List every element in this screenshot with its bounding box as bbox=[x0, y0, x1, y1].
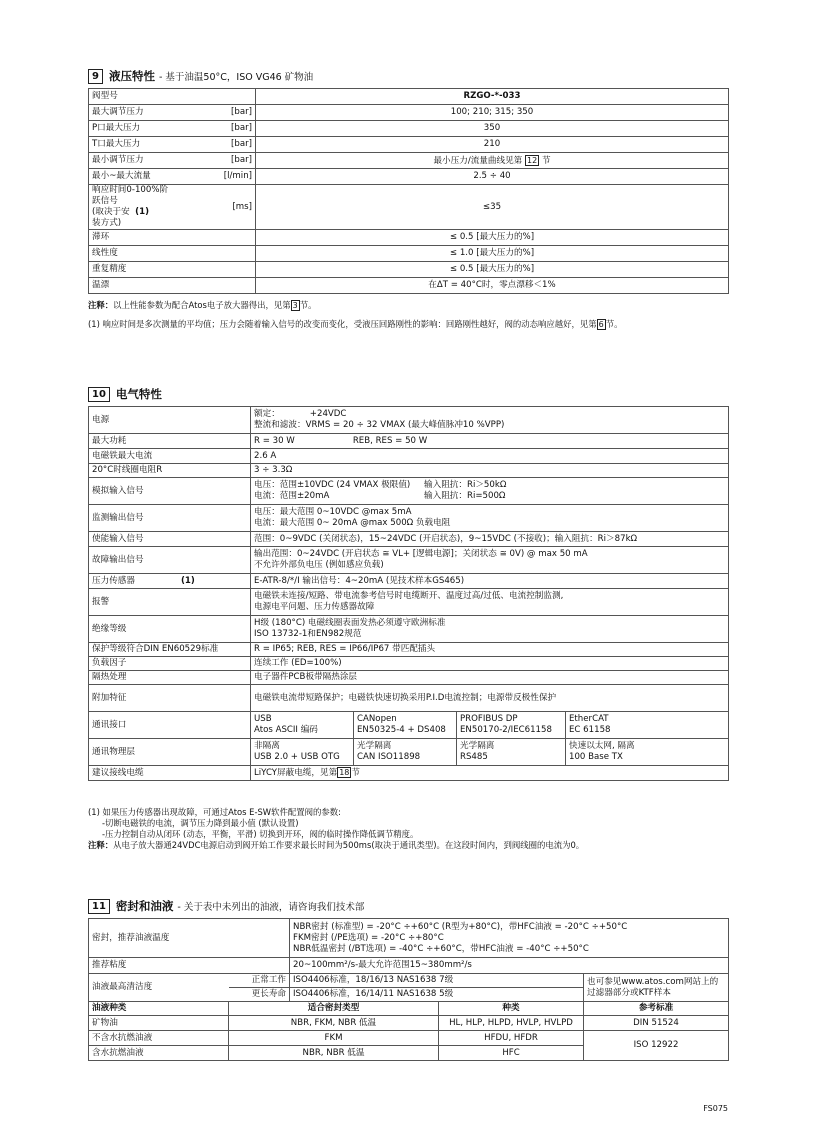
table-cell: [bar] bbox=[172, 105, 256, 121]
table-row bbox=[89, 449, 729, 464]
note-label: 注释： bbox=[88, 840, 114, 850]
cell-text: 电压：范围±10VDC (24 VMAX 极限值) bbox=[254, 480, 411, 490]
cell-text: H级 (180°C) 电磁线圈表面发热必须遵守欧洲标准 bbox=[254, 618, 446, 628]
table-cell bbox=[566, 739, 729, 766]
table-cell bbox=[251, 434, 729, 449]
table-row bbox=[89, 1031, 729, 1046]
section-10-heading bbox=[88, 386, 162, 402]
table-cell bbox=[566, 712, 729, 739]
section-ref: 18 bbox=[339, 768, 350, 777]
table-cell: 监测输出信号 bbox=[89, 505, 251, 532]
table-cell: 2.6 A bbox=[251, 449, 729, 464]
table-row bbox=[89, 89, 729, 105]
table-cell: 故障输出信号 bbox=[89, 547, 251, 574]
table-cell bbox=[251, 547, 729, 574]
table-cell: 通讯物理层 bbox=[89, 739, 251, 766]
table-cell bbox=[290, 919, 729, 958]
table-header: 油液种类 bbox=[89, 1002, 229, 1016]
cell-text: NBR密封 (标准型) = -20°C ÷+60°C (R型为+80°C)，带HFC油液 = -20°C ÷+50°C bbox=[293, 921, 628, 932]
cell-text: 电流：最大范围 0~ 20mA @max 500Ω 负载电阻 bbox=[254, 518, 451, 528]
cell-text: LiYCY屏蔽电缆，见第 bbox=[254, 768, 338, 778]
cell-text: 不允许外部负电压 (例如感应负载) bbox=[254, 560, 384, 570]
page-code: FS075 bbox=[703, 1104, 728, 1113]
table-cell: FKM bbox=[229, 1031, 439, 1046]
note-text: (1) 响应时间是多次测量的平均值；压力会随着输入信号的改变而变化，受液压回路刚性的影响：回路刚性越好，阀的动态响应越好，见第 bbox=[88, 319, 597, 329]
table-cell bbox=[172, 278, 256, 294]
table-row bbox=[89, 464, 729, 478]
cell-text: R = 30 W bbox=[254, 435, 295, 446]
table-cell: [bar] bbox=[172, 153, 256, 169]
table-cell: 20°C时线圈电阻R bbox=[89, 464, 251, 478]
table-row bbox=[89, 121, 729, 137]
section-ref: 6 bbox=[598, 320, 604, 329]
section-ref: 12 bbox=[527, 155, 538, 165]
cell-text: 输入阻抗：Ri＞50kΩ bbox=[424, 480, 507, 490]
table-cell: 线性度 bbox=[89, 246, 173, 262]
table-header: 种类 bbox=[439, 1002, 584, 1016]
note-text: -切断电磁铁的电流，调节压力降到最小值 (默认设置) bbox=[102, 818, 299, 828]
section-ref: 3 bbox=[292, 301, 298, 310]
table-cell: 报警 bbox=[89, 589, 251, 616]
table-cell: ≤35 bbox=[256, 185, 729, 230]
table-cell: NBR, NBR 低温 bbox=[229, 1046, 439, 1061]
table-row bbox=[89, 919, 729, 958]
table-cell: 在ΔT = 40°C时，零点漂移＜1% bbox=[256, 278, 729, 294]
table-row bbox=[89, 230, 729, 246]
table-cell bbox=[251, 712, 354, 739]
cell-text: 电磁铁未连接/短路、带电流参考信号时电缆断开、温度过高/过低、电流控制监测, bbox=[254, 591, 564, 601]
cell-text: 光学隔离 bbox=[460, 741, 495, 751]
section-title: 电气特性 bbox=[115, 387, 162, 401]
cell-text: (取决于安装方式) bbox=[92, 207, 130, 228]
table-cell bbox=[256, 153, 729, 169]
table-cell bbox=[251, 589, 729, 616]
section-subtitle: - 基于油温50°C，ISO VG46 矿物油 bbox=[158, 72, 314, 83]
table-cell: 含水抗燃油液 bbox=[89, 1046, 229, 1061]
cell-text: CAN ISO11898 bbox=[357, 752, 421, 762]
table-row bbox=[89, 246, 729, 262]
table-row bbox=[89, 153, 729, 169]
table-cell: [l/min] bbox=[172, 169, 256, 185]
table-cell: 不含水抗燃油液 bbox=[89, 1031, 229, 1046]
table-cell bbox=[251, 739, 354, 766]
cell-text: FKM密封 (/PE选项) = -20°C ÷+80°C bbox=[293, 932, 444, 943]
table-row bbox=[89, 657, 729, 671]
note-text: 以上性能参数为配合Atos电子放大器得出，见第 bbox=[113, 300, 291, 310]
table-cell: HFC bbox=[439, 1046, 584, 1061]
table-cell: P口最大压力 bbox=[89, 121, 173, 137]
table-cell bbox=[251, 616, 729, 643]
cell-text: EtherCAT bbox=[569, 714, 609, 724]
note-flag: (1) bbox=[180, 575, 195, 586]
section-title: 密封和油液 bbox=[115, 899, 174, 913]
table-cell bbox=[172, 230, 256, 246]
table-row bbox=[89, 712, 729, 739]
cell-text: 光学隔离 bbox=[357, 741, 392, 751]
section-11-heading bbox=[88, 898, 364, 914]
table-cell: ISO 12922 bbox=[584, 1031, 729, 1061]
table-cell: 通讯接口 bbox=[89, 712, 251, 739]
table-cell bbox=[354, 712, 457, 739]
cell-text: RS485 bbox=[460, 752, 488, 762]
cell-text: 快速以太网, 隔离 bbox=[569, 741, 635, 751]
table-cell: 20~100mm²/s-最大允许范围15~380mm²/s bbox=[290, 958, 729, 974]
table-cell: 3 ÷ 3.3Ω bbox=[251, 464, 729, 478]
table-cell: DIN 51524 bbox=[584, 1016, 729, 1031]
cell-text: NBR低温密封 (/BT选项) = -40°C ÷+60°C，带HFC油液 = -40°C ÷+50°C bbox=[293, 943, 589, 954]
cell-text: 响应时间0-100%阶跃信号 bbox=[92, 185, 169, 206]
table-row bbox=[89, 278, 729, 294]
table-cell: HL, HLP, HLPD, HVLP, HVLPD bbox=[439, 1016, 584, 1031]
table-cell: ISO4406标准，16/14/11 NAS1638 5级 bbox=[290, 988, 584, 1002]
table-row bbox=[89, 169, 729, 185]
section-number: 10 bbox=[88, 387, 110, 402]
table-row bbox=[89, 262, 729, 278]
table-cell: 使能输入信号 bbox=[89, 532, 251, 547]
cell-text: 压力传感器 bbox=[92, 575, 135, 586]
table-cell: 密封，推荐油液温度 bbox=[89, 919, 290, 958]
table-cell: [ms] bbox=[172, 185, 256, 230]
table-cell bbox=[457, 739, 566, 766]
table-row bbox=[89, 478, 729, 505]
table-row bbox=[89, 643, 729, 657]
table-cell: 滞环 bbox=[89, 230, 173, 246]
cell-text: 电压：最大范围 0~10VDC @max 5mA bbox=[254, 507, 412, 517]
section-number: 11 bbox=[88, 899, 110, 914]
table-cell: 更长寿命 bbox=[229, 988, 290, 1002]
cell-text: EN50170-2/IEC61158 bbox=[460, 725, 552, 735]
section-9-heading bbox=[88, 68, 313, 84]
table-row bbox=[89, 407, 729, 434]
table-row bbox=[89, 1016, 729, 1031]
table-cell: 隔热处理 bbox=[89, 671, 251, 685]
table-cell: HFDU, HFDR bbox=[439, 1031, 584, 1046]
cell-text: PROFIBUS DP bbox=[460, 714, 518, 724]
table-cell: 100; 210; 315; 350 bbox=[256, 105, 729, 121]
cell-text: 节 bbox=[541, 155, 551, 166]
table-cell: NBR, FKM, NBR 低温 bbox=[229, 1016, 439, 1031]
cell-text: EC 61158 bbox=[569, 725, 611, 735]
cell-text: USB bbox=[254, 714, 272, 724]
table-cell: 保护等级符合DIN EN60529标准 bbox=[89, 643, 251, 657]
hydraulic-table bbox=[88, 88, 729, 294]
table-cell: 附加特征 bbox=[89, 685, 251, 712]
table-row bbox=[89, 616, 729, 643]
table-cell: T口最大压力 bbox=[89, 137, 173, 153]
table-cell bbox=[251, 505, 729, 532]
table-row bbox=[89, 137, 729, 153]
table-row bbox=[89, 505, 729, 532]
table-cell: 推荐粘度 bbox=[89, 958, 290, 974]
cell-text: Atos ASCII 编码 bbox=[254, 725, 318, 735]
section-subtitle: - 关于表中未列出的油液，请咨询我们技术部 bbox=[177, 902, 365, 913]
table-row bbox=[89, 105, 729, 121]
cell-text: 输入阻抗：Ri=500Ω bbox=[424, 491, 506, 501]
table-row bbox=[89, 671, 729, 685]
cell-text: 节 bbox=[351, 768, 361, 778]
note-text: 从电子放大器通24VDC电源启动到阀开始工作要求最长时间为500ms(取决于通讯类型)。在这段时间内，到阀线圈的电流为0。 bbox=[113, 840, 585, 850]
cell-text: 非隔离 bbox=[254, 741, 280, 751]
note-text: 节。 bbox=[299, 300, 317, 310]
table-cell: 电源 bbox=[89, 407, 251, 434]
note-text: (1) 如果压力传感器出现故障，可通过Atos E-SW软件配置阀的参数: bbox=[88, 807, 341, 817]
table-cell: ≤ 0.5 [最大压力的%] bbox=[256, 230, 729, 246]
cell-text: 电源电平问题、压力传感器故障 bbox=[254, 602, 375, 612]
table-row bbox=[89, 589, 729, 616]
table-row bbox=[89, 574, 729, 589]
table-cell: 矿物油 bbox=[89, 1016, 229, 1031]
table-cell bbox=[172, 246, 256, 262]
table-cell: 350 bbox=[256, 121, 729, 137]
table-cell: E-ATR-8/*/I 输出信号：4~20mA (见技术样本GS465) bbox=[251, 574, 729, 589]
cell-text: 也可参见www.atos.com网站上的 bbox=[587, 976, 719, 987]
cell-text: 过滤器部分或KTF样本 bbox=[587, 987, 671, 998]
cell-text: EN50325-4 + DS408 bbox=[357, 725, 446, 735]
table-cell: [bar] bbox=[172, 121, 256, 137]
table-cell: 绝缘等级 bbox=[89, 616, 251, 643]
note-text: -压力控制自动从闭环 (动态，平衡，平滑) 切换到开环，阀的临时操作降低调节精度。 bbox=[102, 829, 419, 839]
table-row bbox=[89, 532, 729, 547]
cell-text: 额定： bbox=[254, 409, 280, 419]
table-row bbox=[89, 547, 729, 574]
table-cell: [bar] bbox=[172, 137, 256, 153]
table-cell: 最小~最大流量 bbox=[89, 169, 173, 185]
footnote bbox=[88, 300, 316, 311]
table-cell: ≤ 1.0 [最大压力的%] bbox=[256, 246, 729, 262]
cell-text: 最小压力/流量曲线见第 bbox=[433, 155, 523, 166]
table-row bbox=[89, 958, 729, 974]
table-cell: 正常工作 bbox=[229, 974, 290, 988]
table-row bbox=[89, 974, 729, 988]
table-cell: 模拟输入信号 bbox=[89, 478, 251, 505]
table-cell: 阀型号 bbox=[89, 89, 256, 105]
cell-text: 整流和滤波：VRMS = 20 ÷ 32 VMAX (最大峰值脉冲10 %VPP) bbox=[254, 420, 505, 430]
footnote bbox=[88, 807, 584, 851]
table-row bbox=[89, 739, 729, 766]
cell-text: CANopen bbox=[357, 714, 397, 724]
table-cell bbox=[584, 974, 729, 1002]
table-cell bbox=[457, 712, 566, 739]
electrical-table bbox=[88, 406, 729, 781]
table-cell: 连续工作 (ED=100%) bbox=[251, 657, 729, 671]
table-header: 适合密封类型 bbox=[229, 1002, 439, 1016]
table-cell: 温漂 bbox=[89, 278, 173, 294]
cell-text: USB 2.0 + USB OTG bbox=[254, 752, 340, 762]
table-cell: 油液最高清洁度 bbox=[89, 974, 229, 1002]
note-text: 节。 bbox=[605, 319, 623, 329]
table-cell bbox=[89, 574, 251, 589]
table-cell: 建议接线电缆 bbox=[89, 766, 251, 781]
table-row bbox=[89, 1002, 729, 1016]
table-cell: 最小调节压力 bbox=[89, 153, 173, 169]
table-cell: 电磁铁电流带短路保护；电磁铁快速切换采用P.I.D电流控制；电源带反极性保护 bbox=[251, 685, 729, 712]
cell-text: 100 Base TX bbox=[569, 752, 623, 762]
table-cell: ISO4406标准，18/16/13 NAS1638 7级 bbox=[290, 974, 584, 988]
note-label: 注释： bbox=[88, 300, 114, 310]
cell-text: 电流：范围±20mA bbox=[254, 491, 330, 501]
table-cell: ≤ 0.5 [最大压力的%] bbox=[256, 262, 729, 278]
table-cell bbox=[251, 766, 729, 781]
table-cell bbox=[251, 407, 729, 434]
table-cell: 重复精度 bbox=[89, 262, 173, 278]
section-number: 9 bbox=[88, 69, 103, 84]
cell-text: REB, RES = 50 W bbox=[352, 435, 428, 446]
table-cell: 电子器件PCB板带隔热涂层 bbox=[251, 671, 729, 685]
table-cell: 2.5 ÷ 40 bbox=[256, 169, 729, 185]
footnote bbox=[88, 319, 623, 330]
table-cell bbox=[251, 478, 729, 505]
seals-fluids-table bbox=[88, 918, 729, 1061]
table-cell: 范围：0~9VDC (关闭状态)，15~24VDC (开启状态)，9~15VDC (不接收)；输入阻抗：Ri＞87kΩ bbox=[251, 532, 729, 547]
table-cell: 电磁铁最大电流 bbox=[89, 449, 251, 464]
cell-text: 输出范围：0~24VDC (开启状态 ≅ VL+ [逻辑电源]；关闭状态 ≅ 0V) @ max 50 mA bbox=[254, 549, 588, 559]
table-cell: 负载因子 bbox=[89, 657, 251, 671]
table-cell bbox=[89, 185, 173, 230]
table-row bbox=[89, 685, 729, 712]
cell-text: ISO 13732-1和EN982规范 bbox=[254, 629, 362, 639]
table-cell: 最大功耗 bbox=[89, 434, 251, 449]
table-cell: 最大调节压力 bbox=[89, 105, 173, 121]
cell-text: +24VDC bbox=[309, 409, 347, 419]
table-row bbox=[89, 434, 729, 449]
table-cell bbox=[172, 262, 256, 278]
table-cell: R = IP65; REB, RES = IP66/IP67 带匹配插头 bbox=[251, 643, 729, 657]
section-title: 液压特性 bbox=[108, 69, 155, 83]
note-flag: (1) bbox=[135, 207, 149, 217]
table-header: 参考标准 bbox=[584, 1002, 729, 1016]
table-cell: RZGO-*-033 bbox=[256, 89, 729, 105]
table-row bbox=[89, 185, 729, 230]
table-cell: 210 bbox=[256, 137, 729, 153]
table-row bbox=[89, 766, 729, 781]
table-cell bbox=[354, 739, 457, 766]
